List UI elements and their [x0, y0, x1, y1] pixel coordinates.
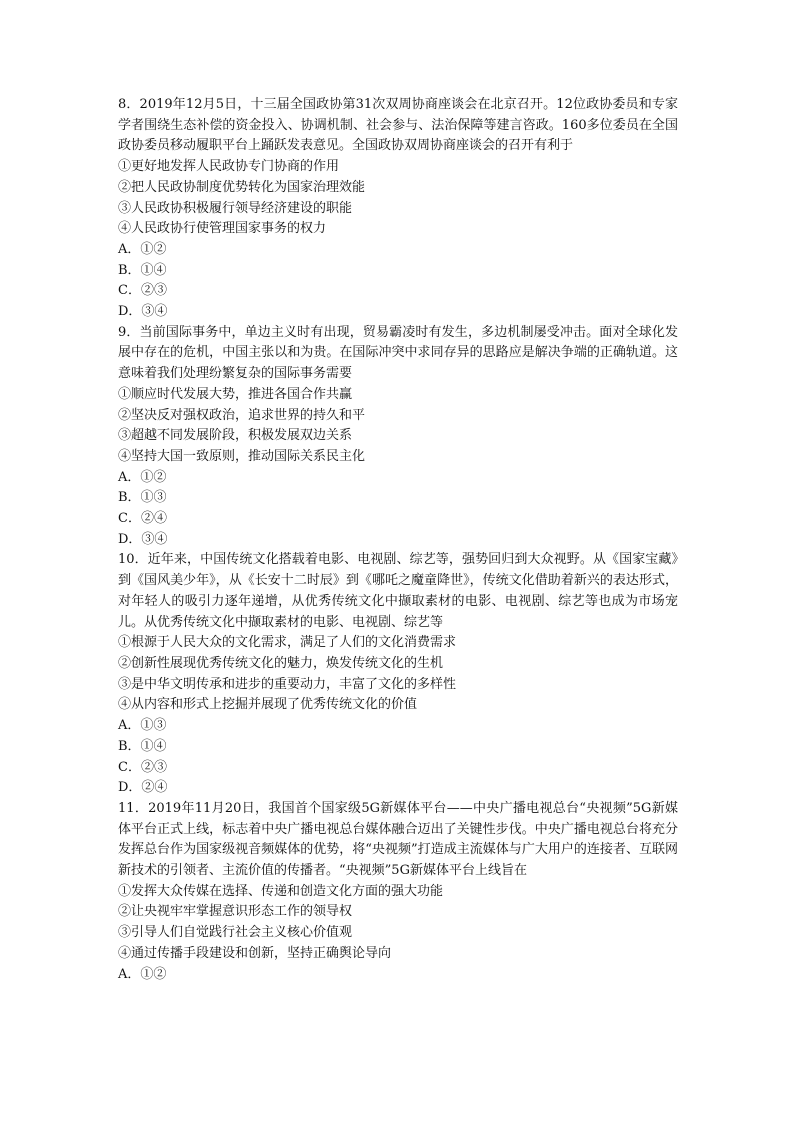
statement-item: ④坚持大国一致原则，推动国际关系民主化: [118, 448, 366, 464]
statement-item: ②把人民政协制度优势转化为国家治理效能: [118, 179, 366, 195]
statement-item: ③超越不同发展阶段，积极发展双边关系: [118, 428, 353, 444]
question-stem: 10．近年来，中国传统文化搭载着电影、电视剧、综艺等，强势回归到大众视野。从《国家宝藏》到《国风美少年》，从《长安十二时辰》到《哪吒之魔童降世》，传统文化借助着新兴的表达形式，对年轻人的吸引力逐年递增，从优秀传统文化中撷取素材的电影、电视剧、综艺等也成为市场宠儿。从优秀传统文化中撷取素材的电影、电视剧、综艺等: [118, 552, 678, 630]
answer-option-a[interactable]: A．①②: [118, 966, 167, 982]
question-10: [118, 550, 678, 798]
document-page: [118, 95, 678, 985]
statement-item: ①顺应时代发展大势，推进各国合作共赢: [118, 386, 353, 402]
question-8: [118, 95, 678, 323]
answer-option-b[interactable]: B．①④: [118, 262, 167, 278]
answer-option-a[interactable]: A．①②: [118, 469, 167, 485]
question-stem: 11．2019年11月20日，我国首个国家级5G新媒体平台——中央广播电视总台“央视频”5G新媒体平台正式上线，标志着中央广播电视总台媒体融合迈出了关键性步伐。中央广播电视总台将充分发挥总台作为国家级视音频媒体的优势，将“央视频”打造成主流媒体与广大用户的连接者、互联网新技术的引领者、主流价值的传播者。“央视频”5G新媒体平台上线旨在: [118, 800, 678, 879]
question-stem: 9．当前国际事务中，单边主义时有出现，贸易霸凌时有发生，多边机制屡受冲击。面对全球化发展中存在的危机，中国主张以和为贵。在国际冲突中求同存异的思路应是解决争端的正确轨道。这意味着我们处理纷繁复杂的国际事务需要: [118, 324, 678, 382]
answer-option-d[interactable]: D．③④: [118, 531, 168, 547]
answer-option-b[interactable]: B．①④: [118, 738, 167, 754]
question-9: [118, 323, 678, 551]
answer-option-a[interactable]: A．①②: [118, 241, 167, 257]
statement-item: ③引导人们自觉践行社会主义核心价值观: [118, 925, 353, 941]
statement-item: ①发挥大众传媒在选择、传递和创造文化方面的强大功能: [118, 883, 444, 899]
statement-item: ①更好地发挥人民政协专门协商的作用: [118, 159, 340, 175]
statement-item: ②创新性展现优秀传统文化的魅力，焕发传统文化的生机: [118, 655, 444, 671]
statement-item: ④通过传播手段建设和创新，坚持正确舆论导向: [118, 945, 392, 961]
answer-option-d[interactable]: D．②④: [118, 780, 168, 796]
answer-option-a[interactable]: A．①③: [118, 718, 167, 734]
answer-option-c[interactable]: C．②④: [118, 511, 167, 527]
statement-item: ②坚决反对强权政治，追求世界的持久和平: [118, 407, 366, 423]
statement-item: ④从内容和形式上挖掘并展现了优秀传统文化的价值: [118, 697, 418, 713]
statement-item: ②让央视牢牢掌握意识形态工作的领导权: [118, 904, 353, 920]
statement-item: ③是中华文明传承和进步的重要动力，丰富了文化的多样性: [118, 676, 457, 692]
statement-item: ①根源于人民大众的文化需求，满足了人们的文化消费需求: [118, 635, 457, 651]
answer-option-c[interactable]: C．②③: [118, 759, 167, 775]
question-11: [118, 799, 678, 985]
answer-option-d[interactable]: D．③④: [118, 304, 168, 320]
answer-option-c[interactable]: C．②③: [118, 283, 167, 299]
answer-option-b[interactable]: B．①③: [118, 490, 167, 506]
statement-item: ④人民政协行使管理国家事务的权力: [118, 221, 327, 237]
question-stem: 8．2019年12月5日，十三届全国政协第31次双周协商座谈会在北京召开。12位政协委员和专家学者围绕生态补偿的资金投入、协调机制、社会参与、法治保障等建言咨政。160多位委员在全国政协委员移动履职平台上踊跃发表意见。全国政协双周协商座谈会的召开有利于: [118, 97, 678, 154]
statement-item: ③人民政协积极履行领导经济建设的职能: [118, 200, 353, 216]
